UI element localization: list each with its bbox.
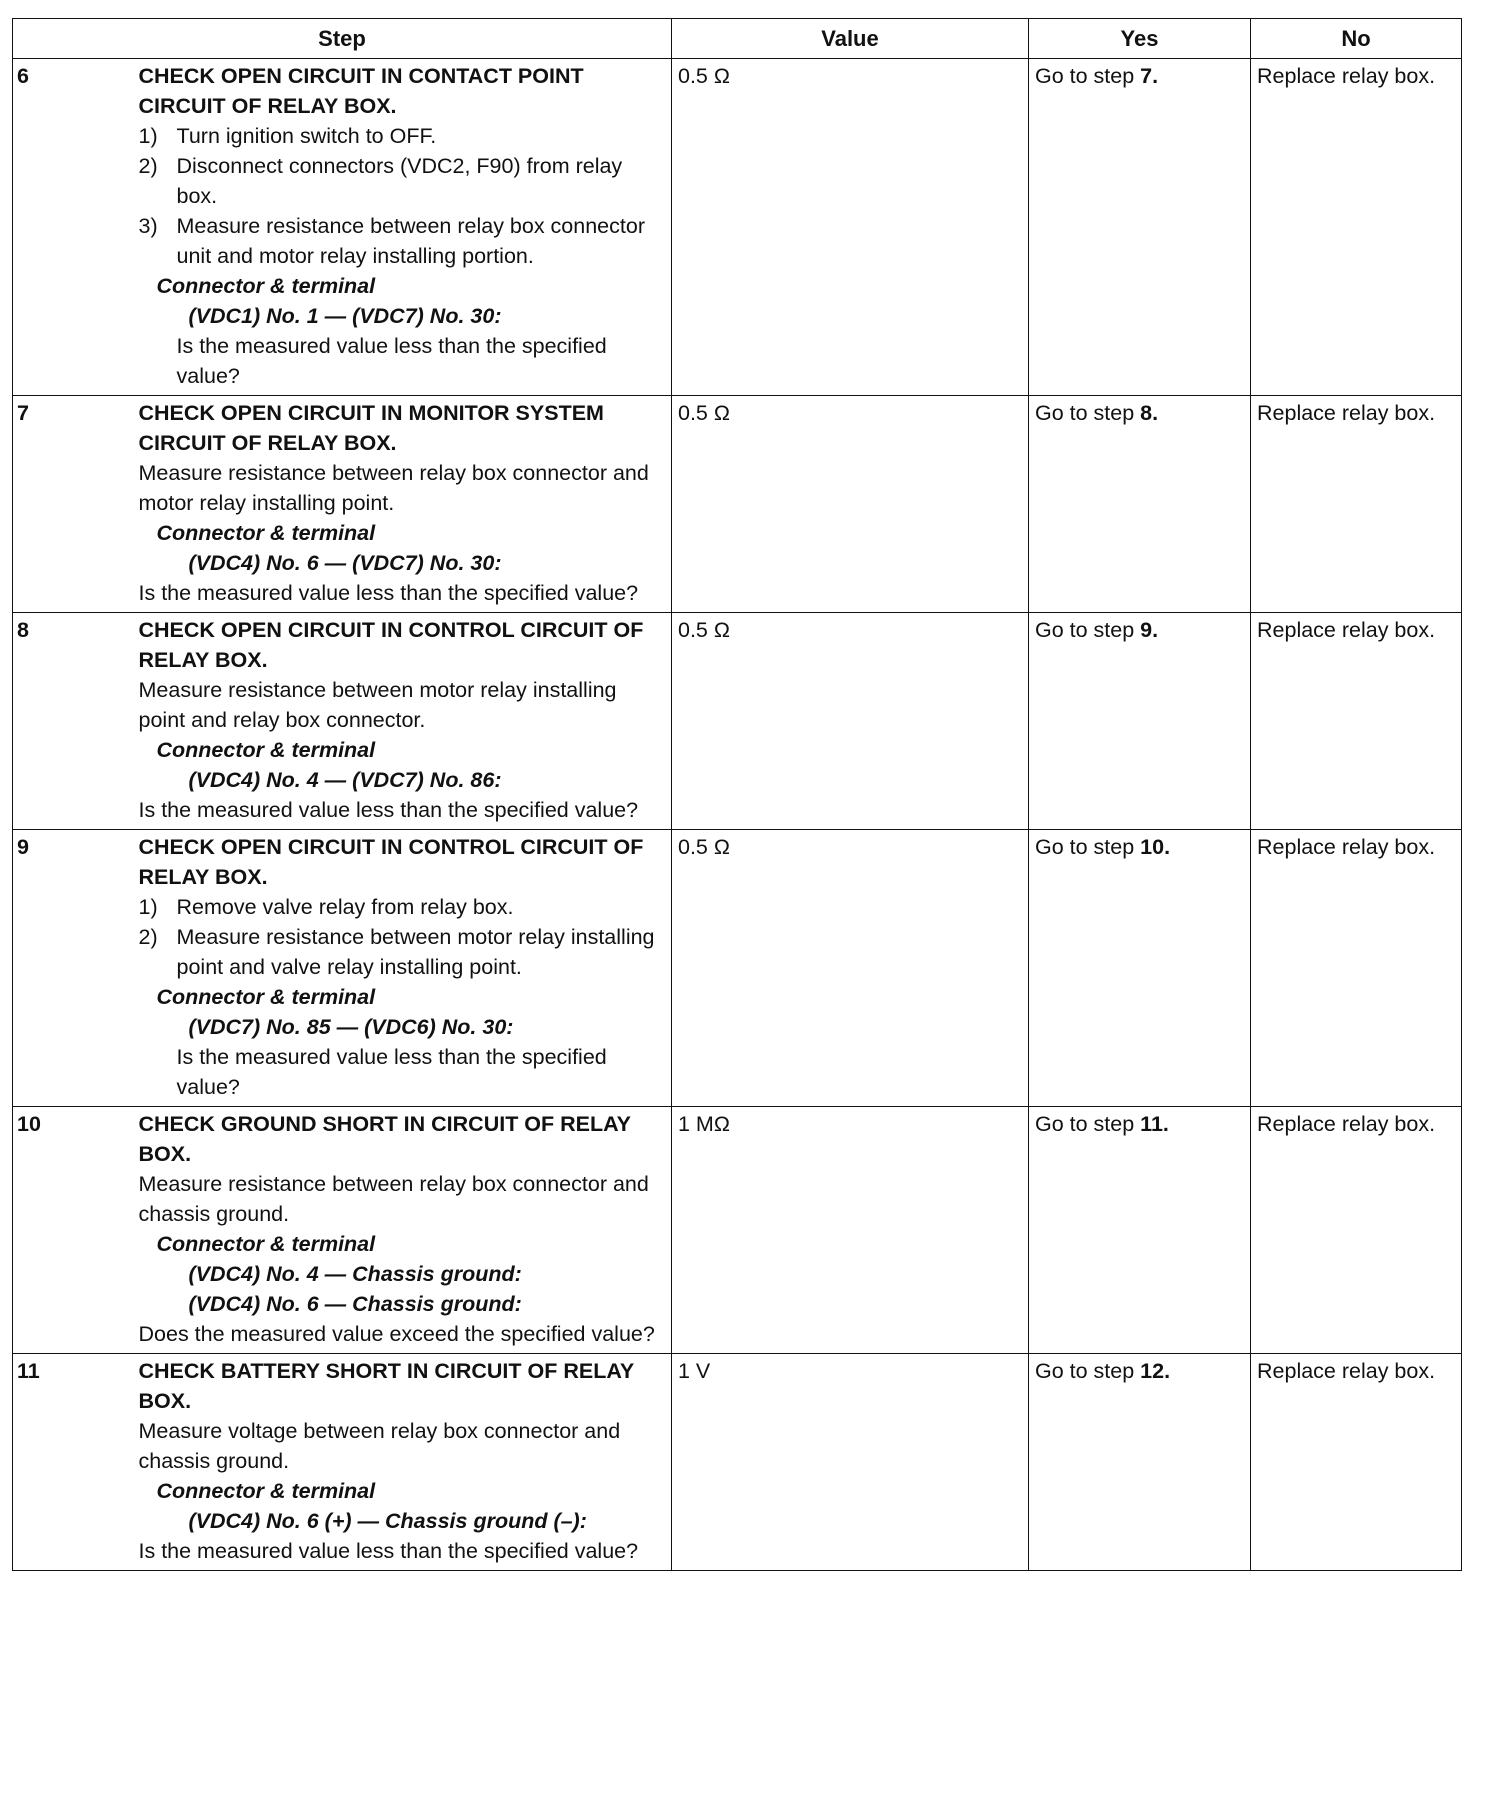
step-number: 7	[13, 396, 139, 613]
spec-value: 1 MΩ	[672, 1107, 1029, 1354]
diagnostic-table	[12, 18, 1462, 1571]
header-yes: Yes	[1029, 19, 1251, 59]
header-no: No	[1251, 19, 1462, 59]
yes-action-text: Go to step	[1035, 1359, 1141, 1383]
step-title: CHECK OPEN CIRCUIT IN CONTACT POINT CIRCUIT OF RELAY BOX.	[138, 64, 584, 118]
procedure-list	[139, 121, 668, 271]
yes-next-step: 9.	[1140, 618, 1159, 642]
step-title: CHECK OPEN CIRCUIT IN CONTROL CIRCUIT OF RELAY BOX.	[138, 618, 644, 672]
yes-next-step: 10.	[1140, 835, 1171, 859]
connector-heading: Connector & terminal	[156, 1232, 376, 1256]
connector-terminal-line: (VDC7) No. 85 — (VDC6) No. 30:	[188, 1015, 514, 1039]
yes-action-text: Go to step	[1035, 618, 1141, 642]
check-question: Is the measured value less than the specified value?	[176, 334, 607, 388]
connector-terminal-line: (VDC4) No. 6 — (VDC7) No. 30:	[188, 551, 502, 575]
procedure-item-number: 1)	[138, 895, 158, 919]
spec-value: 0.5 Ω	[672, 59, 1029, 396]
procedure-text: Measure voltage between relay box connector and chassis ground.	[138, 1419, 621, 1473]
spec-value: 0.5 Ω	[672, 613, 1029, 830]
procedure-item-text: Measure resistance between relay box connector unit and motor relay installing portion.	[176, 214, 645, 268]
no-action: Replace relay box.	[1251, 830, 1462, 1107]
no-action: Replace relay box.	[1251, 613, 1462, 830]
connector-terminal-line: (VDC1) No. 1 — (VDC7) No. 30:	[188, 304, 502, 328]
yes-action	[1029, 830, 1251, 1107]
step-title: CHECK GROUND SHORT IN CIRCUIT OF RELAY BOX.	[138, 1112, 631, 1166]
yes-action	[1029, 396, 1251, 613]
yes-action-text: Go to step	[1035, 64, 1141, 88]
step-title: CHECK OPEN CIRCUIT IN CONTROL CIRCUIT OF RELAY BOX.	[138, 835, 644, 889]
procedure-item-text: Measure resistance between motor relay installing point and valve relay installing point.	[176, 925, 655, 979]
procedure-item-number: 1)	[138, 124, 158, 148]
no-action: Replace relay box.	[1251, 59, 1462, 396]
step-description	[139, 396, 672, 613]
yes-next-step: 12.	[1140, 1359, 1171, 1383]
spec-value: 1 V	[672, 1354, 1029, 1571]
check-question: Is the measured value less than the specified value?	[138, 581, 639, 605]
yes-action-text: Go to step	[1035, 835, 1141, 859]
procedure-item-text: Disconnect connectors (VDC2, F90) from relay box.	[176, 154, 623, 208]
yes-action	[1029, 1354, 1251, 1571]
procedure-item-number: 3)	[138, 214, 158, 238]
procedure-item-number: 2)	[138, 154, 158, 178]
connector-terminal-line: (VDC4) No. 4 — Chassis ground:	[188, 1262, 522, 1286]
connector-terminal-line: (VDC4) No. 4 — (VDC7) No. 86:	[188, 768, 502, 792]
table-header-row	[13, 19, 1462, 59]
procedure-item	[139, 892, 668, 922]
table-row	[13, 59, 1462, 396]
step-description	[139, 1354, 672, 1571]
connector-heading: Connector & terminal	[156, 985, 376, 1009]
step-number: 6	[13, 59, 139, 396]
connector-heading: Connector & terminal	[156, 521, 376, 545]
check-question: Is the measured value less than the specified value?	[176, 1045, 607, 1099]
procedure-text: Measure resistance between relay box connector and motor relay installing point.	[138, 461, 649, 515]
step-description	[139, 59, 672, 396]
step-description	[139, 613, 672, 830]
yes-action-text: Go to step	[1035, 1112, 1141, 1136]
step-description	[139, 830, 672, 1107]
no-action: Replace relay box.	[1251, 1354, 1462, 1571]
spec-value: 0.5 Ω	[672, 396, 1029, 613]
yes-action	[1029, 59, 1251, 396]
table-row	[13, 1107, 1462, 1354]
header-step: Step	[13, 19, 672, 59]
procedure-item	[139, 922, 668, 982]
connector-heading: Connector & terminal	[156, 1479, 376, 1503]
yes-next-step: 8.	[1140, 401, 1159, 425]
check-question: Is the measured value less than the specified value?	[138, 798, 639, 822]
spec-value: 0.5 Ω	[672, 830, 1029, 1107]
procedure-item	[139, 151, 668, 211]
yes-next-step: 7.	[1140, 64, 1159, 88]
step-number: 8	[13, 613, 139, 830]
no-action: Replace relay box.	[1251, 396, 1462, 613]
table-row	[13, 1354, 1462, 1571]
step-number: 11	[13, 1354, 139, 1571]
header-value: Value	[672, 19, 1029, 59]
step-title: CHECK OPEN CIRCUIT IN MONITOR SYSTEM CIRCUIT OF RELAY BOX.	[138, 401, 604, 455]
yes-action	[1029, 613, 1251, 830]
procedure-text: Measure resistance between relay box connector and chassis ground.	[138, 1172, 649, 1226]
procedure-item-text: Remove valve relay from relay box.	[176, 895, 514, 919]
connector-heading: Connector & terminal	[156, 738, 376, 762]
procedure-text: Measure resistance between motor relay installing point and relay box connector.	[138, 678, 617, 732]
procedure-item	[139, 121, 668, 151]
connector-terminal-line: (VDC4) No. 6 (+) — Chassis ground (–):	[188, 1509, 587, 1533]
table-row	[13, 613, 1462, 830]
connector-terminal-line: (VDC4) No. 6 — Chassis ground:	[188, 1292, 522, 1316]
check-question: Does the measured value exceed the specified value?	[138, 1322, 655, 1346]
procedure-item-text: Turn ignition switch to OFF.	[176, 124, 437, 148]
yes-action	[1029, 1107, 1251, 1354]
procedure-list	[139, 892, 668, 982]
table-row	[13, 396, 1462, 613]
procedure-item	[139, 211, 668, 271]
table-row	[13, 830, 1462, 1107]
no-action: Replace relay box.	[1251, 1107, 1462, 1354]
procedure-item-number: 2)	[138, 925, 158, 949]
step-title: CHECK BATTERY SHORT IN CIRCUIT OF RELAY BOX.	[138, 1359, 634, 1413]
connector-heading: Connector & terminal	[156, 274, 376, 298]
step-number: 10	[13, 1107, 139, 1354]
yes-next-step: 11.	[1140, 1112, 1169, 1136]
yes-action-text: Go to step	[1035, 401, 1141, 425]
check-question: Is the measured value less than the specified value?	[138, 1539, 639, 1563]
step-number: 9	[13, 830, 139, 1107]
step-description	[139, 1107, 672, 1354]
